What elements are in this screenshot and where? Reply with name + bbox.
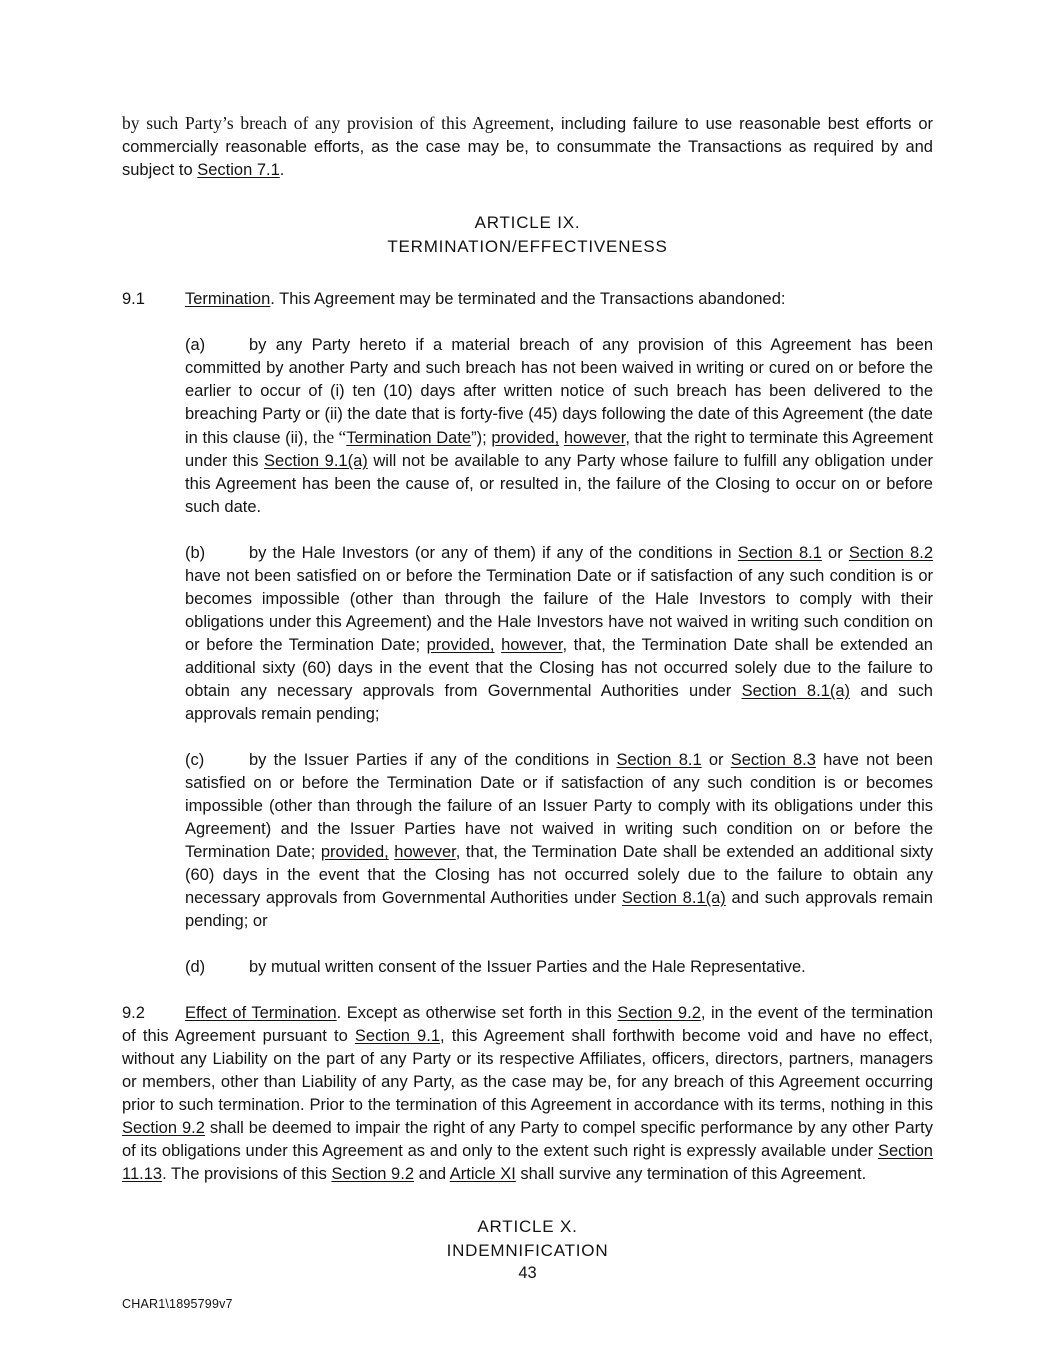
article-ix-subtitle: TERMINATION/EFFECTIVENESS — [387, 237, 668, 256]
text-run: provided, — [426, 636, 495, 654]
section-9-1-paragraph — [122, 288, 933, 311]
text-run: ”); — [471, 429, 492, 447]
text-run: have not been satisfied on or before the Termination Date or if satisfaction of any such condition is or becomes impossible (other than through the failure of an Issuer Party to comply with its obligations under this Agreement) and the Issuer Parties have not waived in writing such condition on or before the Termination Date; — [185, 751, 933, 861]
text-run: and such approvals remain pending; — [185, 682, 933, 723]
text-run: provided, — [491, 429, 560, 447]
clause-b-label: (b) — [185, 544, 206, 562]
text-run: . Except as otherwise set forth in this — [336, 1004, 618, 1022]
article-ix-heading — [122, 211, 933, 259]
clause-a-label: (a) — [185, 336, 206, 354]
clause-b-text — [185, 544, 933, 723]
clause-d-paragraph — [185, 956, 933, 979]
clause-d-label: (d) — [185, 958, 206, 976]
article-x-subtitle: INDEMNIFICATION — [446, 1241, 609, 1260]
article-ix-title: ARTICLE IX. — [474, 213, 581, 232]
text-run: including failure to use reasonable best efforts or commercially reasonable efforts, as the case may be, to consummate the Transactions as required by and subject to — [122, 115, 933, 179]
text-run: Section 8.1 — [616, 751, 702, 769]
text-run: , this Agreement shall forthwith become void and have no effect, without any Liability on the part of any Party or its respective Affiliates, officers, directors, partners, managers or members, other than Liability of any Party, as the case may be, for any breach of this Agreement occurring prior to such termination. Prior to the termination of this Agreement in accordance with its terms, nothing in this — [122, 1027, 933, 1114]
text-run: Section 8.1 — [737, 544, 822, 562]
text-run: shall survive any termination of this Agreement. — [515, 1165, 867, 1183]
text-run: Section 9.2 — [122, 1119, 205, 1137]
text-run: by mutual written consent of the Issuer Parties and the Hale Representative. — [249, 958, 806, 976]
text-run: or — [821, 544, 849, 562]
text-run: Section 9.1 — [354, 1027, 440, 1045]
text-run: and such approvals remain pending; or — [185, 889, 933, 930]
text-run: however — [394, 843, 456, 861]
section-9-2-paragraph — [122, 1002, 933, 1186]
text-run: , that, the Termination Date shall be extended an additional sixty (60) days in the event that the Closing has not occurred solely due to the failure to obtain any necessary approvals from Governmental Authorities under — [185, 843, 933, 907]
text-run: Section 8.1(a) — [741, 682, 850, 700]
text-run: Section 8.1(a) — [621, 889, 726, 907]
clause-c-label: (c) — [185, 751, 205, 769]
clause-a-paragraph — [185, 334, 933, 519]
text-run: shall be deemed to impair the right of any Party to compel specific performance by any other Party of its obligations under this Agreement as and only to the extent such right is expressly available under — [122, 1119, 933, 1160]
text-run: Section 7.1 — [197, 161, 280, 179]
text-run: , in the event of the termination of this Agreement pursuant to — [122, 1004, 933, 1045]
clause-a-text — [185, 336, 933, 516]
section-9-1-text — [185, 290, 785, 308]
text-run: however — [563, 429, 626, 447]
text-run: Section 11.13 — [122, 1142, 933, 1183]
text-run: Termination Date — [346, 429, 472, 447]
text-run: Section 9.2 — [617, 1004, 701, 1022]
document-id-footer: CHAR1\1895799v7 — [122, 1297, 233, 1311]
text-run: , that the right to terminate this Agreement under this — [185, 429, 933, 470]
text-run: however — [501, 636, 563, 654]
text-run: or — [701, 751, 731, 769]
text-run: by any Party hereto if a material breach of any provision of this Agreement has been committed by another Party and such breach has not been waived in writing or cured on or before the earlier to occur of (i) ten (10) days after written notice of such breach has been delivered to the breaching Party or (ii) the date that is forty-five (45) days following the date of this Agreement (the date in this clause (ii), — [185, 336, 933, 447]
text-run: Section 8.3 — [730, 751, 816, 769]
text-run: Termination — [185, 290, 271, 308]
page-content — [122, 112, 933, 1292]
text-run: . This Agreement may be terminated and the Transactions abandoned: — [270, 290, 786, 308]
text-run: Effect of Termination — [185, 1004, 337, 1022]
paragraph-intro-continuation — [122, 112, 933, 182]
text-run: , that, the Termination Date shall be extended an additional sixty (60) days in the event that the Closing has not occurred solely due to the failure to obtain any necessary approvals from Governmental Authorities under — [185, 636, 933, 700]
text-run: Section 8.2 — [848, 544, 933, 562]
clause-b-paragraph — [185, 542, 933, 726]
text-run: and — [414, 1165, 450, 1183]
section-9-2-number: 9.2 — [122, 1004, 145, 1022]
text-run: Section 9.1(a) — [264, 452, 368, 470]
text-run: . — [279, 161, 285, 179]
text-run: provided, — [320, 843, 389, 861]
clause-d-text — [249, 958, 806, 976]
text-run: the “ — [312, 427, 347, 447]
section-9-1-number: 9.1 — [122, 290, 145, 308]
text-run: Section 9.2 — [331, 1165, 414, 1183]
text-run: by the Issuer Parties if any of the conditions in — [249, 751, 617, 769]
clause-c-paragraph — [185, 749, 933, 933]
section-9-2-text — [122, 1004, 933, 1183]
text-run: by such Party’s breach of any provision of this Agreement, — [122, 113, 561, 133]
text-run: by the Hale Investors (or any of them) if any of the conditions in — [249, 544, 738, 562]
text-run: Article XI — [449, 1165, 516, 1183]
page-number: 43 — [518, 1264, 537, 1282]
text-run: . The provisions of this — [162, 1165, 332, 1183]
clause-c-text — [185, 751, 933, 930]
text-run: will not be available to any Party whose failure to fulfill any obligation under this Agreement has been the cause of, or resulted in, the failure of the Closing to occur on or before such date. — [185, 452, 933, 516]
text-run: have not been satisfied on or before the Termination Date or if satisfaction of any such condition is or becomes impossible (other than through the failure of the Hale Investors to comply with their obligations under this Agreement) and the Hale Investors have not waived in writing such condition on or before the Termination Date; — [185, 567, 933, 654]
article-x-title: ARTICLE X. — [477, 1217, 578, 1236]
article-x-heading — [122, 1215, 933, 1263]
